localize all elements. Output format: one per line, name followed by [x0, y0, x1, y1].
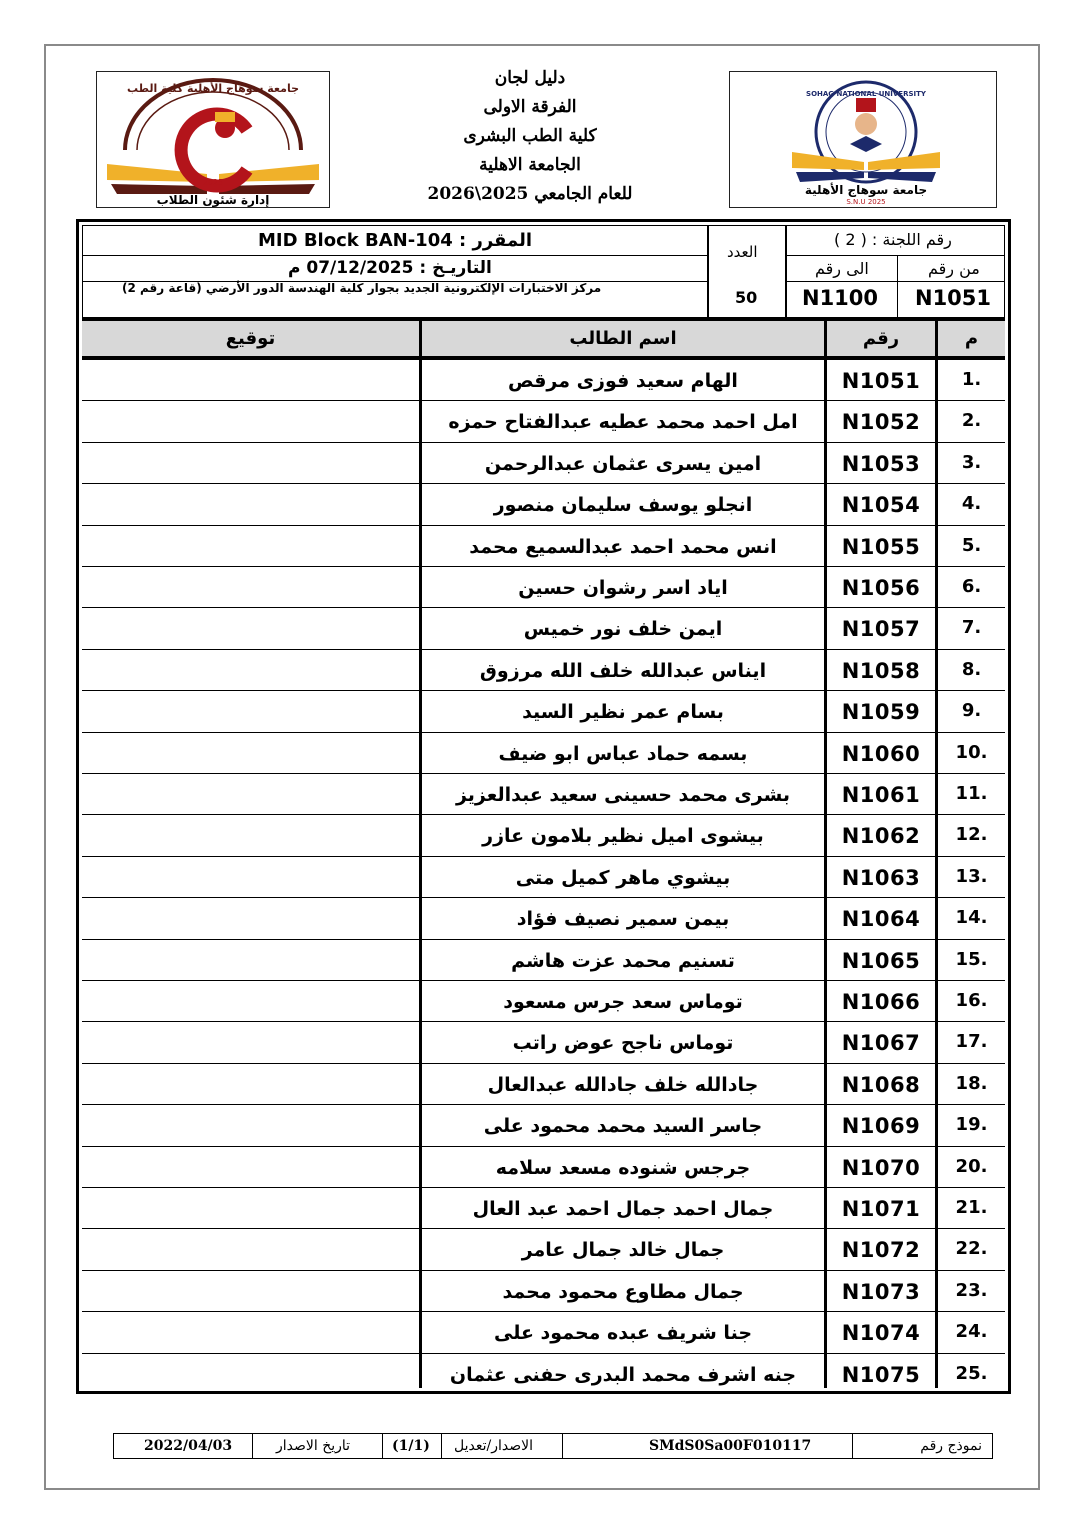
- form-number-label: نموذج رقم: [920, 1438, 982, 1454]
- student-code: N1061: [841, 783, 921, 807]
- divider: [786, 281, 1005, 282]
- divider: [897, 255, 898, 318]
- logo-arc-text-en: SOHAG NATIONAL UNIVERSITY: [806, 90, 926, 98]
- row-number: 8.: [961, 658, 982, 680]
- divider: [252, 1434, 253, 1458]
- signature-cell[interactable]: [82, 774, 419, 814]
- student-code: N1065: [841, 948, 921, 973]
- student-code: N1051: [841, 369, 921, 393]
- count-value: 50: [735, 288, 758, 307]
- row-number: 9.: [961, 700, 982, 722]
- exam-location: مركز الاختبارات الإلكترونية الجديد بجوار كلية الهندسة الدور الأرضي (قاعة رقم 2): [122, 281, 602, 295]
- table-row: [82, 897, 1005, 938]
- table-row: [82, 649, 1005, 690]
- table-row: [82, 939, 1005, 980]
- row-number: 21.: [955, 1197, 988, 1218]
- logo-year: 2025: [202, 178, 224, 187]
- row-number: 13.: [955, 865, 988, 887]
- signature-cell[interactable]: [82, 981, 419, 1021]
- logo-sub: S.N.U 2025: [846, 198, 886, 206]
- to-value: N1100: [802, 286, 879, 310]
- column-divider: [824, 321, 827, 1388]
- student-name: بشرى محمد حسينى سعيد عبدالعزيز: [455, 784, 791, 806]
- header-line-3: كلية الطب البشرى: [463, 126, 597, 146]
- student-code: N1060: [841, 741, 921, 766]
- signature-cell[interactable]: [82, 857, 419, 897]
- header-number: م: [964, 328, 979, 349]
- table-row: [82, 607, 1005, 648]
- row-number: 10.: [955, 741, 988, 763]
- student-code: N1057: [841, 617, 921, 642]
- student-name: جنا شريف عبده محمود على: [493, 1322, 753, 1345]
- student-code: N1068: [841, 1072, 921, 1097]
- signature-cell[interactable]: [82, 1105, 419, 1145]
- table-row: [82, 1187, 1005, 1228]
- table-row: [82, 1353, 1005, 1394]
- signature-cell[interactable]: [82, 1022, 419, 1062]
- header-line-2: الفرقة الاولى: [483, 97, 577, 117]
- table-row: [82, 690, 1005, 731]
- divider: [786, 255, 1005, 256]
- signature-cell[interactable]: [82, 1147, 419, 1187]
- header-line-5: للعام الجامعي 2025\2026: [427, 184, 633, 204]
- course-label: المقرر : MID Block BAN-104: [258, 230, 532, 251]
- signature-cell[interactable]: [82, 1188, 419, 1228]
- student-name: بسام عمر نظير السيد: [522, 701, 724, 724]
- table-header: [82, 321, 1005, 356]
- row-number: 1.: [961, 369, 982, 390]
- table-row: [82, 814, 1005, 855]
- row-number: 23.: [955, 1279, 988, 1301]
- student-code: N1075: [841, 1362, 921, 1387]
- table-row: [82, 442, 1005, 483]
- column-divider: [419, 321, 422, 1388]
- student-name: جمال خالد جمال عامر: [521, 1239, 725, 1262]
- document-header: [350, 64, 710, 209]
- row-number: 11.: [955, 783, 988, 804]
- student-code: N1059: [841, 700, 921, 725]
- table-row: [82, 1228, 1005, 1269]
- student-name: الهام سعيد فوزى مرقص: [508, 370, 738, 392]
- row-number: 12.: [955, 824, 988, 846]
- table-row: [82, 1021, 1005, 1062]
- divider: [852, 1434, 853, 1458]
- row-number: 16.: [955, 990, 988, 1011]
- table-row: [82, 1104, 1005, 1145]
- student-name: بيشوى اميل نظير بلامون عازر: [482, 825, 764, 848]
- table-row: [82, 359, 1005, 400]
- student-name: توماس ناجح عوض راتب: [512, 1032, 734, 1055]
- row-number: 15.: [955, 948, 988, 970]
- exam-info: [82, 225, 1005, 318]
- row-number: 25.: [955, 1362, 988, 1384]
- student-name: جرجس شنوده مسعد سلامه: [495, 1156, 751, 1179]
- signature-cell[interactable]: [82, 526, 419, 566]
- header-line-4: الجامعة الاهلية: [479, 155, 581, 175]
- student-name: انجلو يوسف سليمان منصور: [493, 494, 753, 517]
- student-name: امين يسرى عثمان عبدالرحمن: [484, 452, 762, 475]
- version-label: الاصدار/تعديل: [454, 1438, 533, 1454]
- student-name: اياد اسر رشوان حسين: [518, 577, 728, 599]
- signature-cell[interactable]: [82, 1312, 419, 1352]
- row-number: 18.: [955, 1072, 988, 1094]
- signature-cell[interactable]: [82, 691, 419, 731]
- table-row: [82, 1311, 1005, 1352]
- student-code: N1062: [841, 824, 921, 849]
- university-logo: [729, 71, 997, 208]
- signature-cell[interactable]: [82, 733, 419, 773]
- table-row: [82, 400, 1005, 441]
- table-row: [82, 980, 1005, 1021]
- column-divider: [935, 321, 938, 1388]
- table-row: [82, 773, 1005, 814]
- header-rule: [82, 356, 1005, 359]
- header-rule: [82, 318, 1005, 321]
- student-name: امل احمد محمد عطيه عبدالفتاح حمزه: [448, 411, 798, 434]
- student-code: N1053: [841, 451, 921, 476]
- student-code: N1063: [841, 865, 921, 890]
- signature-cell[interactable]: [82, 898, 419, 938]
- signature-cell[interactable]: [82, 1271, 419, 1311]
- row-number: 6.: [961, 576, 982, 597]
- signature-cell[interactable]: [82, 567, 419, 607]
- from-value: N1051: [915, 286, 992, 310]
- student-name: ايمن خلف نور خميس: [523, 618, 723, 641]
- signature-cell[interactable]: [82, 1229, 419, 1269]
- student-code: N1073: [841, 1279, 921, 1304]
- student-code: N1066: [841, 990, 921, 1014]
- logo-caption-ar: جامعة سوهاج الأهلية: [804, 183, 928, 197]
- student-name: تسنيم محمد عزت هاشم: [511, 949, 735, 972]
- table-row: [82, 483, 1005, 524]
- row-number: 3.: [961, 451, 982, 473]
- form-number-value: SMdS0Sa00F010117: [649, 1438, 812, 1454]
- divider: [562, 1434, 563, 1458]
- faculty-logo: [96, 71, 330, 208]
- student-code: N1071: [841, 1197, 921, 1221]
- student-name: انس محمد احمد عبدالسميع محمد: [469, 535, 777, 558]
- table-row: [82, 856, 1005, 897]
- row-number: 19.: [955, 1114, 988, 1136]
- student-code: N1056: [841, 576, 921, 600]
- row-number: 22.: [955, 1238, 988, 1260]
- logo-caption: إدارة شئون الطلاب: [156, 193, 270, 207]
- divider: [382, 1434, 383, 1458]
- signature-cell[interactable]: [82, 940, 419, 980]
- student-code: N1069: [841, 1114, 921, 1139]
- signature-cell[interactable]: [82, 401, 419, 441]
- student-name: توماس سعد جرس مسعود: [503, 991, 743, 1013]
- table-row: [82, 525, 1005, 566]
- signature-cell[interactable]: [82, 1354, 419, 1394]
- row-number: 5.: [961, 534, 982, 556]
- exam-date: التاريـخ : 07/12/2025 م: [288, 258, 492, 278]
- row-number: 4.: [961, 493, 982, 515]
- table-row: [82, 1270, 1005, 1311]
- signature-cell[interactable]: [82, 443, 419, 483]
- signature-cell[interactable]: [82, 650, 419, 690]
- row-number: 7.: [961, 617, 982, 639]
- student-name: جمال مطاوع محمود محمد: [502, 1280, 744, 1303]
- row-number: 14.: [955, 907, 988, 929]
- student-name: جنه اشرف محمد البدرى حفنى عثمان: [449, 1363, 797, 1386]
- student-name: جاسر السيد محمد محمود على: [483, 1115, 763, 1138]
- logo-arc-text: جامعة سوهاج الأهلية كلية الطب: [126, 82, 300, 95]
- table-row: [82, 1063, 1005, 1104]
- count-label: العدد: [727, 243, 758, 261]
- signature-cell[interactable]: [82, 608, 419, 648]
- student-code: N1074: [841, 1321, 921, 1346]
- committee-number: رقم اللجنة : ( 2 ): [834, 230, 952, 249]
- form-footer: [113, 1433, 993, 1459]
- from-label: من رقم: [928, 259, 980, 278]
- row-number: 24.: [955, 1321, 988, 1343]
- student-name: بسمه حماد عباس ابو ضيف: [498, 742, 748, 765]
- student-code: N1058: [841, 658, 921, 683]
- student-code: N1064: [841, 907, 921, 932]
- issue-date-value: 2022/04/03: [144, 1438, 233, 1454]
- student-code: N1055: [841, 534, 921, 559]
- signature-cell[interactable]: [82, 484, 419, 524]
- student-code: N1067: [841, 1031, 921, 1056]
- signature-cell[interactable]: [82, 815, 419, 855]
- student-code: N1072: [841, 1238, 921, 1263]
- table-row: [82, 566, 1005, 607]
- header-line-1: دليل لجان: [494, 68, 566, 88]
- row-number: 20.: [955, 1155, 988, 1177]
- header-student-name: اسم الطالب: [569, 328, 677, 349]
- student-name: جمال احمد جمال احمد عبد العال: [472, 1198, 774, 1220]
- student-name: جادالله خلف جادالله عبدالعال: [487, 1073, 759, 1096]
- student-code: N1054: [841, 493, 921, 518]
- table-row: [82, 732, 1005, 773]
- row-number: 2.: [961, 410, 982, 432]
- signature-cell[interactable]: [82, 360, 419, 400]
- student-name: ايناس عبدالله خلف الله مرزوق: [479, 659, 767, 682]
- row-number: 17.: [955, 1031, 988, 1053]
- divider: [441, 1434, 442, 1458]
- version-value: (1/1): [392, 1438, 430, 1454]
- header-code: رقم: [862, 328, 900, 349]
- signature-cell[interactable]: [82, 1064, 419, 1104]
- student-code: N1070: [841, 1155, 921, 1180]
- issue-date-label: تاريخ الاصدار: [276, 1438, 351, 1454]
- student-name: بيشوي ماهر كميل متى: [515, 866, 731, 889]
- header-signature: توقيع: [225, 328, 276, 349]
- to-label: الى رقم: [815, 259, 869, 278]
- table-row: [82, 1146, 1005, 1187]
- student-name: بيمن سمير نصيف فؤاد: [516, 908, 730, 931]
- divider: [82, 255, 708, 256]
- student-code: N1052: [841, 410, 921, 435]
